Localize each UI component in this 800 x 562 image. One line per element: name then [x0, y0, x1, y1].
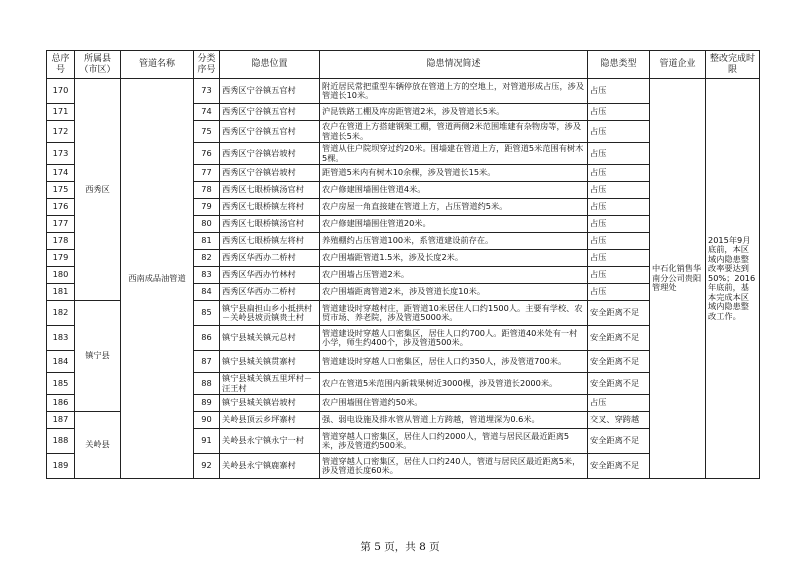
row-subnumber: 79: [194, 199, 220, 216]
row-hazard-type: 安全距离不足: [588, 373, 650, 395]
header-company: 管道企业: [650, 51, 706, 79]
row-hazard-type: 占压: [588, 250, 650, 267]
row-number: 175: [47, 182, 75, 199]
header-subno: 分类序号: [194, 51, 220, 79]
row-subnumber: 83: [194, 267, 220, 284]
header-deadline: 整改完成时限: [706, 51, 760, 79]
row-hazard-type: 占压: [588, 121, 650, 143]
row-location: 西秀区宁谷镇岩坡村: [220, 143, 320, 165]
row-location: 关岭县永宁镇永宁一村: [220, 429, 320, 454]
county-cell-zhenning: 镇宁县: [75, 301, 121, 412]
row-hazard-type: 占压: [588, 267, 650, 284]
row-hazard-type: 占压: [588, 395, 650, 412]
row-location: 西秀区七眼桥镇汤官村: [220, 216, 320, 233]
row-subnumber: 87: [194, 351, 220, 373]
row-hazard-type: 安全距离不足: [588, 454, 650, 479]
county-cell-guanling: 关岭县: [75, 412, 121, 479]
row-subnumber: 78: [194, 182, 220, 199]
county-cell-xixiu: 西秀区: [75, 79, 121, 301]
row-number: 176: [47, 199, 75, 216]
row-hazard-type: 占压: [588, 233, 650, 250]
header-no: 总序号: [47, 51, 75, 79]
header-county: 所属县（市区）: [75, 51, 121, 79]
row-description: 农户围墙距管道1.5米，涉及长度2米。: [320, 250, 588, 267]
row-location: 西秀区七眼桥镇左将村: [220, 199, 320, 216]
row-number: 172: [47, 121, 75, 143]
page-footer: 第 5 页，共 8 页: [360, 541, 440, 553]
row-subnumber: 77: [194, 165, 220, 182]
row-location: 西秀区宁谷镇岩坡村: [220, 165, 320, 182]
row-hazard-type: 占压: [588, 284, 650, 301]
pipeline-name-cell: 西南成品油管道: [121, 79, 194, 479]
row-hazard-type: 占压: [588, 199, 650, 216]
header-pipeline: 管道名称: [121, 51, 194, 79]
row-number: 183: [47, 326, 75, 351]
row-subnumber: 89: [194, 395, 220, 412]
row-location: 关岭县永宁镇鹿寨村: [220, 454, 320, 479]
row-number: 170: [47, 79, 75, 104]
row-description: 管道建设时穿越人口密集区，居住人口约700人。距管道40米处有一村小学，师生约400个，涉及管道500米。: [320, 326, 588, 351]
row-description: 沪昆铁路工棚及库房距管道2米，涉及管道长5米。: [320, 104, 588, 121]
row-hazard-type: 安全距离不足: [588, 301, 650, 326]
row-description: 农户房屋一角直接建在管道上方，占压管道约5米。: [320, 199, 588, 216]
row-hazard-type: 占压: [588, 104, 650, 121]
row-location: 西秀区七眼桥镇左将村: [220, 233, 320, 250]
row-hazard-type: 安全距离不足: [588, 429, 650, 454]
row-description: 农户围墙围住管道约50米。: [320, 395, 588, 412]
row-subnumber: 74: [194, 104, 220, 121]
row-location: 镇宁县城关镇元总村: [220, 326, 320, 351]
row-number: 174: [47, 165, 75, 182]
row-number: 184: [47, 351, 75, 373]
row-description: 农户围墙距离管道2米，涉及管道长度10米。: [320, 284, 588, 301]
row-subnumber: 75: [194, 121, 220, 143]
row-number: 178: [47, 233, 75, 250]
row-subnumber: 90: [194, 412, 220, 429]
row-description: 农户在管道5米范围内新栽果树近3000棵，涉及管道长2000米。: [320, 373, 588, 395]
row-number: 173: [47, 143, 75, 165]
row-description: 距管道5米内有树木10余棵，涉及管道长15米。: [320, 165, 588, 182]
row-description: 农户修建围墙围住管道4米。: [320, 182, 588, 199]
row-hazard-type: 占压: [588, 79, 650, 104]
row-description: 附近居民常把重型车辆停放在管道上方的空地上，对管道形成占压，涉及管道长10米。: [320, 79, 588, 104]
hazard-table: [46, 50, 760, 479]
row-location: 西秀区宁谷镇五官村: [220, 104, 320, 121]
table-header-row: [47, 51, 760, 79]
header-desc: 隐患情况简述: [320, 51, 588, 79]
row-subnumber: 82: [194, 250, 220, 267]
company-cell: 中石化销售华南分公司贵阳管理处: [650, 79, 706, 479]
row-description: 农户修建围墙围住管道20米。: [320, 216, 588, 233]
row-hazard-type: 占压: [588, 143, 650, 165]
row-location: 西秀区宁谷镇五官村: [220, 79, 320, 104]
table-row: [47, 79, 760, 104]
row-number: 188: [47, 429, 75, 454]
row-description: 养殖棚约占压管道100米，系管道建设前存在。: [320, 233, 588, 250]
row-location: 西秀区华西办竹林村: [220, 267, 320, 284]
row-subnumber: 73: [194, 79, 220, 104]
header-type: 隐患类型: [588, 51, 650, 79]
row-subnumber: 85: [194, 301, 220, 326]
row-hazard-type: 占压: [588, 165, 650, 182]
row-location: 镇宁县城关镇贯寨村: [220, 351, 320, 373]
row-location: 西秀区华西办二桥村: [220, 284, 320, 301]
row-description: 农户围墙占压管道2米。: [320, 267, 588, 284]
row-subnumber: 84: [194, 284, 220, 301]
row-number: 185: [47, 373, 75, 395]
row-hazard-type: 交叉、穿跨越: [588, 412, 650, 429]
row-subnumber: 80: [194, 216, 220, 233]
row-number: 181: [47, 284, 75, 301]
row-description: 管道穿越人口密集区，居住人口约2000人，管道与居民区最近距离5米，涉及管道约500米。: [320, 429, 588, 454]
row-subnumber: 88: [194, 373, 220, 395]
row-number: 189: [47, 454, 75, 479]
header-location: 隐患位置: [220, 51, 320, 79]
row-number: 187: [47, 412, 75, 429]
row-number: 180: [47, 267, 75, 284]
row-location: 镇宁县城关镇五里坪村－汪王村: [220, 373, 320, 395]
row-description: 管道从住户院坝穿过约20米。围墙建在管道上方，距管道5米范围有树木5棵。: [320, 143, 588, 165]
row-number: 171: [47, 104, 75, 121]
row-number: 179: [47, 250, 75, 267]
row-hazard-type: 占压: [588, 216, 650, 233]
row-description: 管道建设时穿越村庄，距管道10米居住人口约1500人。主要有学校、农贸市场、养老院，涉及管道5000米。: [320, 301, 588, 326]
row-hazard-type: 安全距离不足: [588, 326, 650, 351]
row-location: 西秀区七眼桥镇汤官村: [220, 182, 320, 199]
row-location: 西秀区宁谷镇五官村: [220, 121, 320, 143]
row-location: 镇宁县城关镇岩坡村: [220, 395, 320, 412]
row-subnumber: 86: [194, 326, 220, 351]
row-number: 186: [47, 395, 75, 412]
row-subnumber: 76: [194, 143, 220, 165]
deadline-cell: 2015年9月底前，本区域内隐患整改率要达到50%；2016年底前，基本完成本区域内隐患整改工作。: [706, 79, 760, 479]
row-subnumber: 92: [194, 454, 220, 479]
row-number: 182: [47, 301, 75, 326]
row-hazard-type: 安全距离不足: [588, 351, 650, 373]
row-location: 西秀区华西办二桥村: [220, 250, 320, 267]
row-number: 177: [47, 216, 75, 233]
row-location: 关岭县顶云乡坪寨村: [220, 412, 320, 429]
row-description: 强、弱电设施及排水管从管道上方跨越，管道埋深为0.6米。: [320, 412, 588, 429]
row-subnumber: 91: [194, 429, 220, 454]
row-description: 管道穿越人口密集区，居住人口约240人，管道与居民区最近距离5米，涉及管道长度60米。: [320, 454, 588, 479]
row-description: 管道建设时穿越人口密集区，居住人口约350人，涉及管道700米。: [320, 351, 588, 373]
row-description: 农户在管道上方搭建钢架工棚，管道两侧2米范围堆建有杂物房等，涉及管道长5米。: [320, 121, 588, 143]
row-location: 镇宁县扁担山乡小抵拱村－关岭县坡贡镇贵土村: [220, 301, 320, 326]
row-subnumber: 81: [194, 233, 220, 250]
row-hazard-type: 占压: [588, 182, 650, 199]
